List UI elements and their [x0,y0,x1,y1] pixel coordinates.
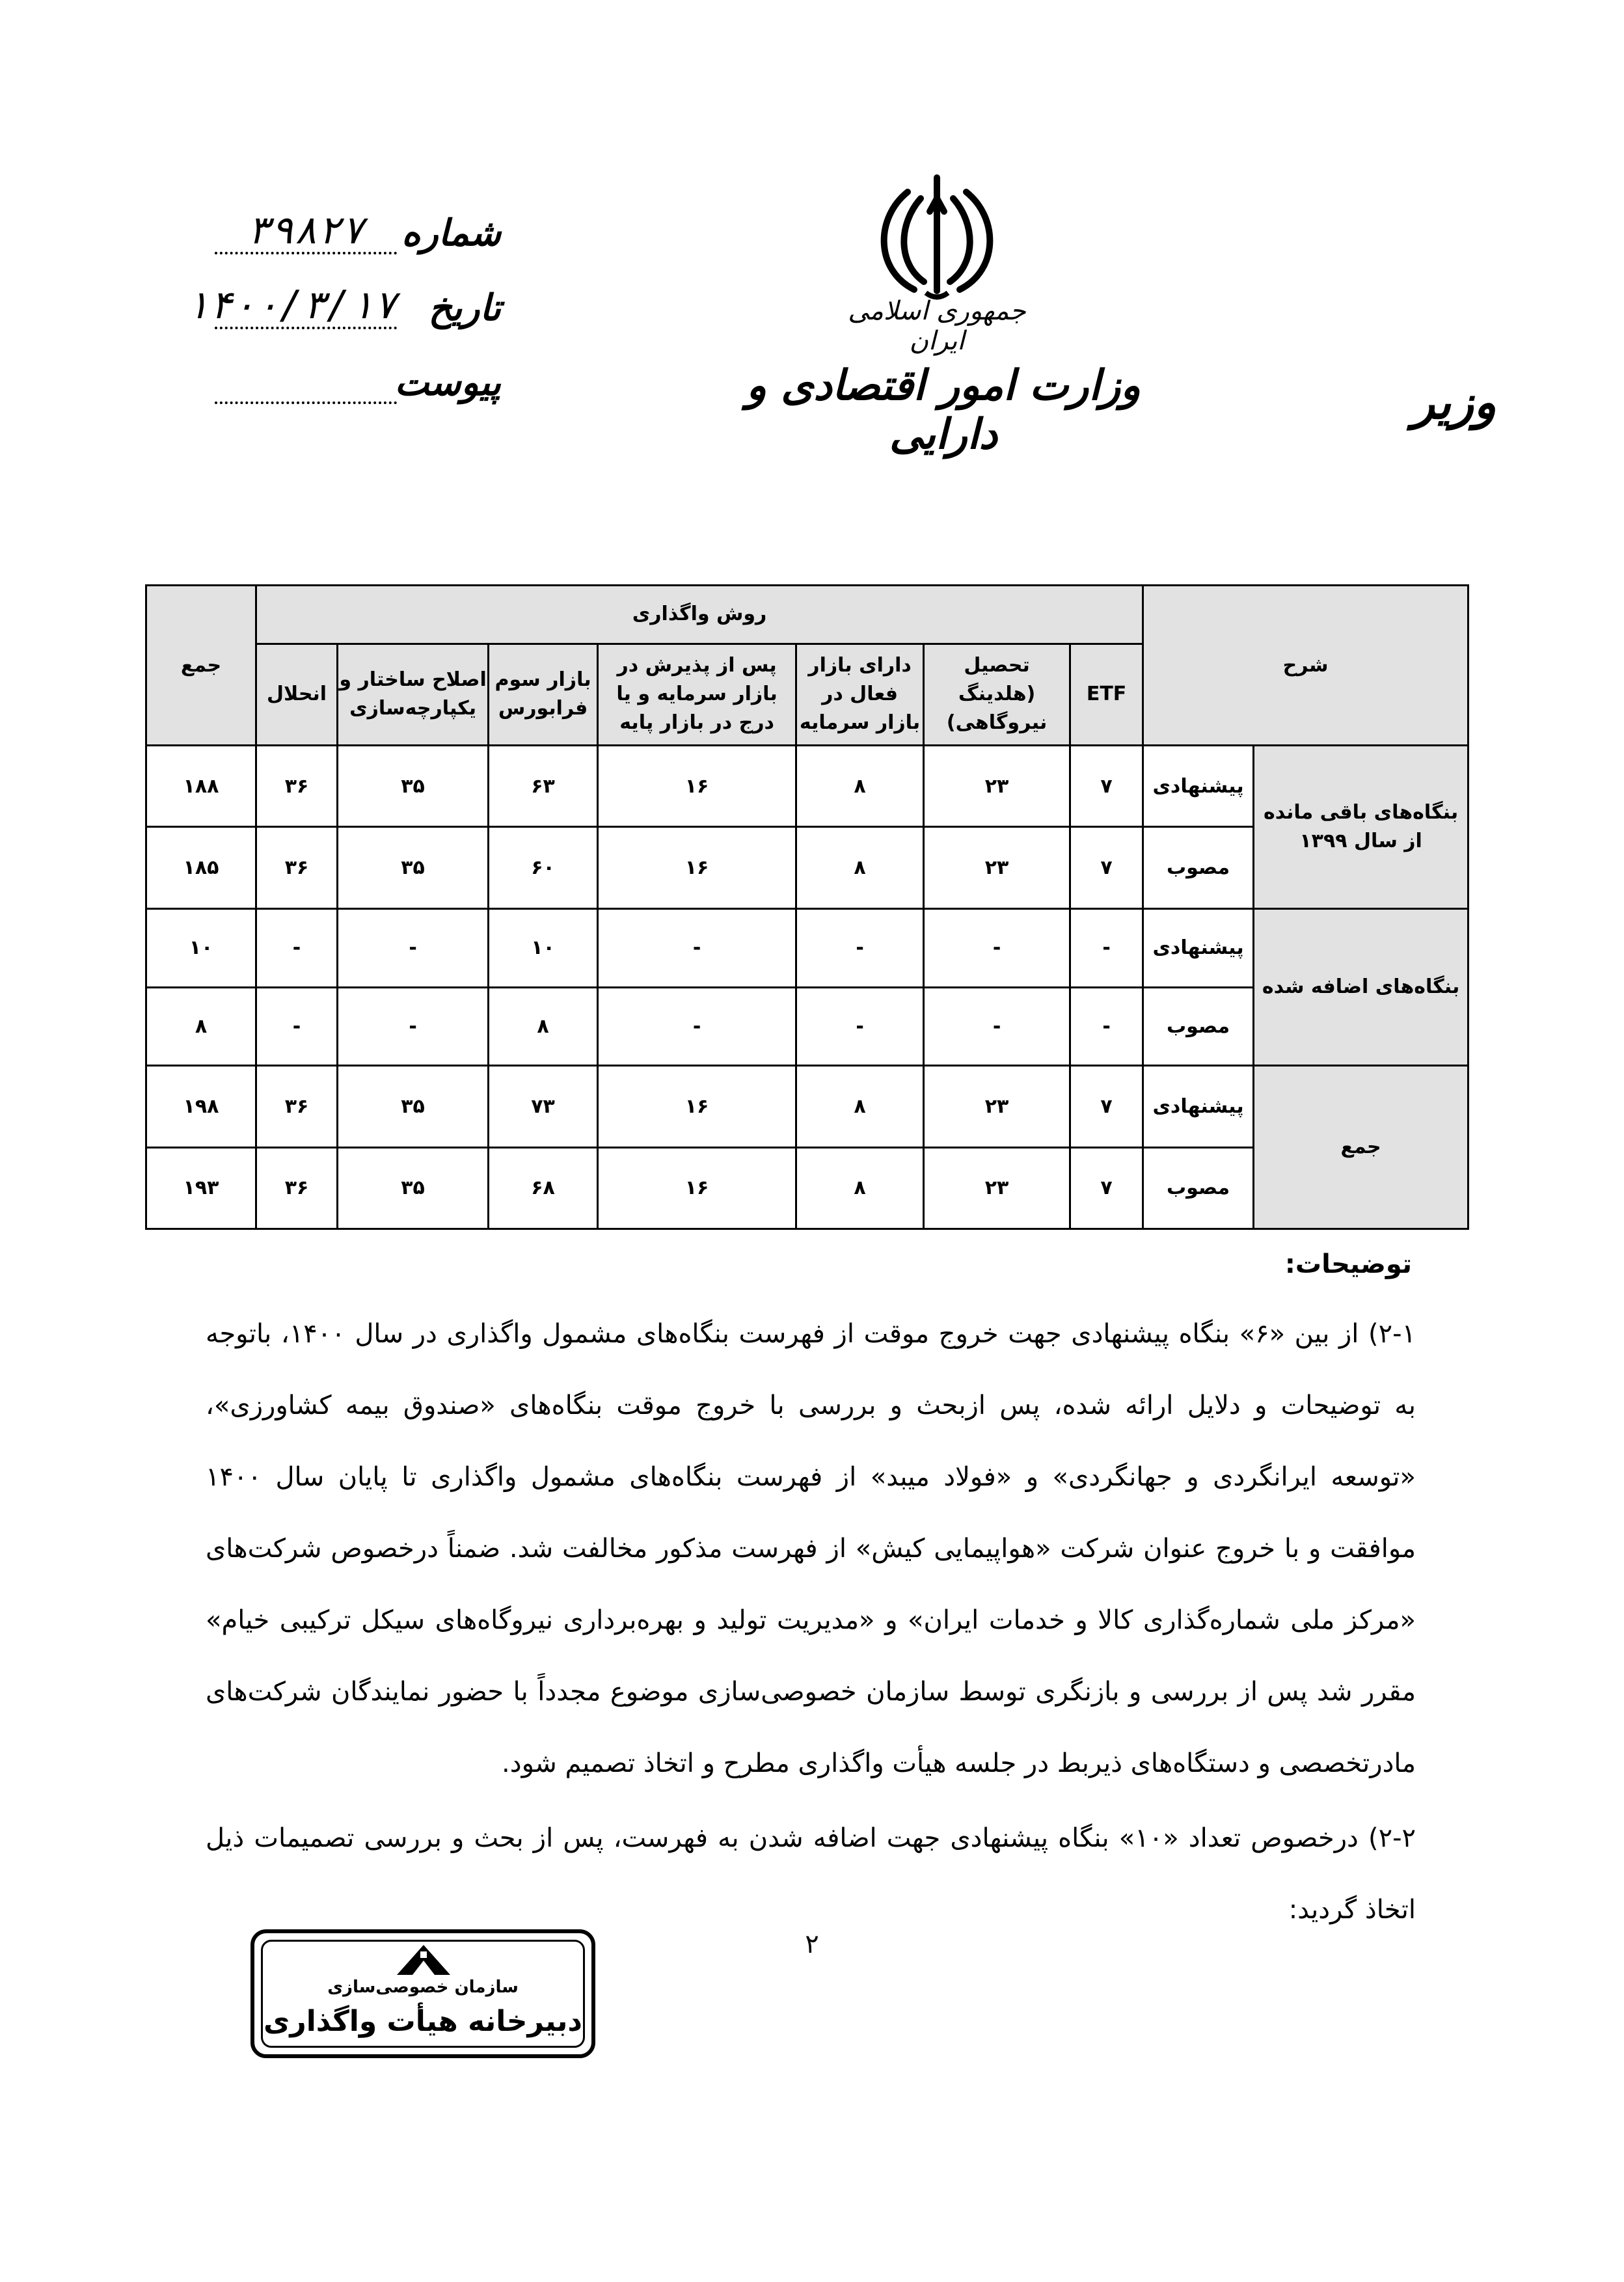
table-cell: - [598,908,796,987]
attachment-label: پیوست [394,361,501,404]
row-total: ۱۸۸ [146,746,256,827]
notes-paragraph-1: ۲-۱) از بین «۶» بنگاه پیشنهادی جهت خروج موقت از فهرست بنگاه‌های مشمول واگذاری در سال ۱۴۰۰، باتوجه به توضیحات و دلایل ارائه شده، پس ازبحث و بررسی با خروج موقت بنگاه‌های «صندوق بیمه کشاورزی»، «توسعه ایرانگردی و جهانگردی» و «فولاد میبد» از فهرست بنگاه‌های مشمول واگذاری تا پایان سال ۱۴۰۰ موافقت و با خروج عنوان شرکت «هواپیمایی کیش» از فهرست مذکور مخالفت شد. ضمناً درخصوص شرکت‌های «مرکز ملی شماره‌گذاری کالا و خدمات ایران» و «مدیریت تولید و بهره‌برداری نیروگاه‌های سیکل ترکیبی خیام» مقرر شد پس از بررسی و بازنگری توسط سازمان خصوصی‌سازی موضوع مجدداً با حضور نمایندگان شرکت‌های مادرتخصصی و دستگاه‌های ذیربط در جلسه هیأت واگذاری مطرح و اتخاذ تصمیم شود. [206,1319,1416,1778]
table-cell: ۸ [796,1066,924,1147]
letter-attachment [202,361,501,420]
method-header: روش واگذاری [256,586,1143,644]
row-total: ۱۹۳ [146,1147,256,1229]
privatization-logo-icon [394,1942,453,1976]
letter-number [202,208,501,270]
table-cell: - [796,908,924,987]
table-cell: - [924,987,1070,1066]
row-total: ۱۸۵ [146,827,256,908]
notes-paragraph-2: ۲-۲) درخصوص تعداد «۱۰» بنگاه پیشنهادی جهت اضافه شدن به فهرست، پس از بحث و بررسی تصمیمات ذیل اتخاذ گردید: [206,1823,1416,1925]
table-cell: - [256,908,338,987]
table-cell: ۷ [1070,827,1143,908]
date-label: تاریخ [428,286,501,329]
table-cell: ۷۳ [489,1066,598,1147]
transfer-methods-table [145,584,1469,1230]
row-type: مصوب [1143,1147,1254,1229]
table-cell: - [338,987,489,1066]
row-total: ۱۹۸ [146,1066,256,1147]
table-cell: - [1070,987,1143,1066]
column-header: دارای بازار فعال در بازار سرمایه [796,644,924,746]
row-total: ۸ [146,987,256,1066]
table-row [146,1066,1468,1147]
column-header: اصلاح ساختار و یکپارچه‌سازی [338,644,489,746]
table-cell: ۷ [1070,1147,1143,1229]
table-cell: ۷ [1070,1066,1143,1147]
table-cell: ۸ [489,987,598,1066]
table-cell: ۱۶ [598,1066,796,1147]
desc-header: شرح [1143,586,1468,746]
table-cell: ۱۶ [598,1147,796,1229]
table-cell: ۷ [1070,746,1143,827]
table-cell: ۱۶ [598,827,796,908]
table-cell: ۲۳ [924,1147,1070,1229]
ministry-name: وزارت امور اقتصادی و دارایی [746,361,1141,459]
page-number: ۲ [805,1929,819,1959]
stamp-org: سازمان خصوصی‌سازی [327,1977,519,1997]
row-type: مصوب [1143,827,1254,908]
table-cell: ۲۳ [924,827,1070,908]
date-value: ۱۴۰۰/۳/۱۷ [185,282,397,328]
letter-date [185,282,501,345]
row-type: پیشنهادی [1143,1066,1254,1147]
number-value: ۳۹۸۲۷ [247,208,365,253]
table-cell: ۸ [796,1147,924,1229]
table-cell: ۶۰ [489,827,598,908]
table-cell: ۸ [796,827,924,908]
table-cell: ۳۶ [256,746,338,827]
table-cell: ۳۵ [338,746,489,827]
table-cell: ۳۵ [338,827,489,908]
secretariat-stamp [250,1929,595,2058]
notes-title: توضیحات: [1284,1249,1412,1279]
table-cell: - [1070,908,1143,987]
table-cell: ۲۳ [924,746,1070,827]
table-cell: - [796,987,924,1066]
table-cell: - [338,908,489,987]
table-cell: ۸ [796,746,924,827]
column-header: ETF [1070,644,1143,746]
column-header: پس از پذیرش در بازار سرمایه و یا درج در بازار پایه [598,644,796,746]
column-header: تحصیل (هلدینگ نیروگاهی) [924,644,1070,746]
stamp-unit: دبیرخانه هیأت واگذاری [264,2005,582,2038]
table-cell: ۳۵ [338,1147,489,1229]
row-type: پیشنهادی [1143,908,1254,987]
table-cell: ۶۸ [489,1147,598,1229]
iran-emblem-icon [869,172,1005,303]
row-type: مصوب [1143,987,1254,1066]
table-cell: ۳۶ [256,1147,338,1229]
group-label: بنگاه‌های اضافه شده [1254,908,1468,1066]
table-cell: ۱۰ [489,908,598,987]
column-header: بازار سوم فرابورس [489,644,598,746]
table-cell: ۲۳ [924,1066,1070,1147]
table-cell: - [256,987,338,1066]
attachment-line [215,401,397,404]
row-type: پیشنهادی [1143,746,1254,827]
table-row [146,746,1468,827]
column-header: انحلال [256,644,338,746]
table-cell: ۳۶ [256,1066,338,1147]
table-cell: ۱۶ [598,746,796,827]
group-label: جمع [1254,1066,1468,1229]
table-cell: - [598,987,796,1066]
republic-name: جمهوری اسلامی ایران [848,296,1026,356]
table-cell: - [924,908,1070,987]
table-cell: ۶۳ [489,746,598,827]
table-cell: ۳۶ [256,827,338,908]
table-cell: ۳۵ [338,1066,489,1147]
group-label: بنگاه‌های باقی مانده از سال ۱۳۹۹ [1254,746,1468,909]
total-header: جمع [146,586,256,746]
minister-title: وزیر [1412,374,1496,429]
number-label: شماره [401,211,501,254]
row-total: ۱۰ [146,908,256,987]
table-row [146,908,1468,987]
